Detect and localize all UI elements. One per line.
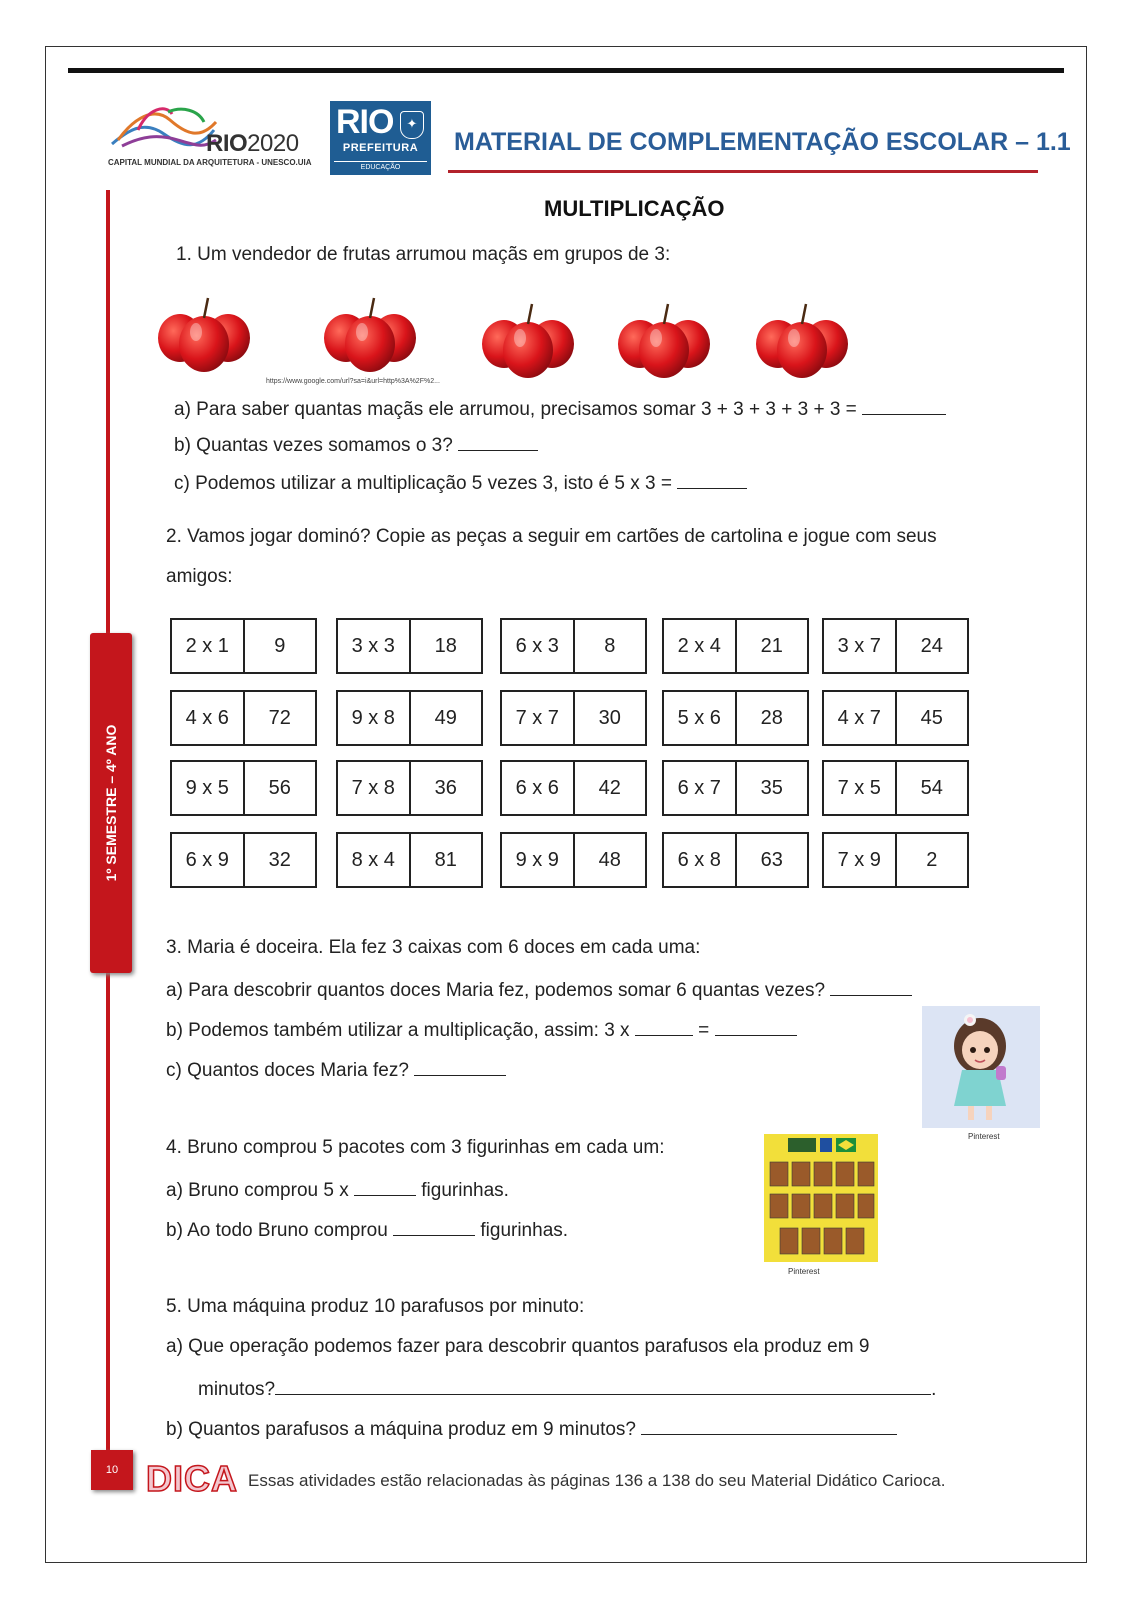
domino-piece [170,760,317,816]
domino-expression: 6 x 9 [172,834,245,886]
q3-item-b-text: b) Podemos também utilizar a multiplicação, assim: 3 x [166,1020,630,1041]
rio2020-logo [108,100,318,172]
domino-piece [500,690,647,746]
q3-item-a-text: a) Para descobrir quantos doces Maria fez, podemos somar 6 quantas vezes? [166,980,826,1001]
q1-item-b-text: b) Quantas vezes somamos o 3? [174,435,453,456]
page-title: MULTIPLICAÇÃO [544,196,725,221]
q4-item-b-suffix: figurinhas. [480,1220,569,1241]
image-source-url: https://www.google.com/url?sa=i&url=http%3A%2F%2... [266,378,440,385]
q1-statement: 1. Um vendedor de frutas arrumou maçãs em grupos de 3: [176,244,671,265]
domino-piece [170,690,317,746]
domino-piece [662,760,809,816]
domino-number: 30 [598,706,621,729]
q1-item-c-text: c) Podemos utilizar a multiplicação 5 vezes 3, isto é 5 x 3 = [174,473,672,494]
q4-item-a [166,1177,509,1202]
domino-number: 2 [926,848,938,871]
domino-piece [336,832,483,888]
answer-blank[interactable] [635,1017,693,1036]
domino-expression: 2 x 1 [172,620,245,672]
answer-blank[interactable] [354,1177,416,1196]
q5-item-b [166,1416,897,1441]
page-number: 10 [91,1450,133,1490]
domino-piece [662,832,809,888]
domino-number: 18 [434,634,457,657]
domino-piece [822,618,969,674]
domino-piece [822,832,969,888]
domino-piece [500,760,647,816]
equals-sign: = [698,1020,710,1041]
answer-blank[interactable] [862,396,946,415]
q5-item-a-line2-text: minutos? [198,1379,276,1400]
apple-group-image [754,298,850,382]
domino-expression: 7 x 7 [502,692,575,744]
answer-blank[interactable] [830,977,912,996]
domino-number: 24 [920,634,943,657]
domino-expression: 6 x 8 [664,834,737,886]
answer-blank[interactable] [677,470,747,489]
q4-item-b-text: b) Ao todo Bruno comprou [166,1220,388,1241]
q4-item-a-text: a) Bruno comprou 5 x [166,1180,349,1201]
answer-blank[interactable] [393,1217,475,1236]
dica-text: Essas atividades estão relacionadas às páginas 136 a 138 do seu Material Didático Carioca. [248,1471,946,1490]
domino-expression: 3 x 7 [824,620,897,672]
domino-expression: 6 x 7 [664,762,737,814]
domino-expression: 7 x 5 [824,762,897,814]
crest-icon: ✦ [400,111,424,139]
q2-statement-line1: 2. Vamos jogar dominó? Copie as peças a seguir em cartões de cartolina e jogue com seus [166,526,937,547]
domino-piece [336,760,483,816]
domino-expression: 4 x 7 [824,692,897,744]
period: . [931,1379,937,1400]
domino-number: 28 [760,706,783,729]
prefeitura-logo-rio: RIO [336,103,394,141]
answer-blank[interactable] [414,1057,506,1076]
domino-expression: 3 x 3 [338,620,411,672]
q5-item-a-line1: a) Que operação podemos fazer para descobrir quantos parafusos ela produz em 9 [166,1336,870,1357]
top-rule [68,68,1064,73]
q3-statement: 3. Maria é doceira. Ela fez 3 caixas com 6 doces em cada uma: [166,937,701,958]
domino-piece [822,760,969,816]
q4-item-b [166,1217,568,1242]
domino-number: 48 [598,848,621,871]
domino-expression: 6 x 3 [502,620,575,672]
rio2020-logo-caption: CAPITAL MUNDIAL DA ARQUITETURA - UNESCO.UIA [108,158,312,167]
domino-number: 36 [434,776,457,799]
domino-expression: 9 x 9 [502,834,575,886]
apple-group-image [322,292,418,376]
domino-expression: 7 x 9 [824,834,897,886]
q4-item-a-suffix: figurinhas. [421,1180,509,1201]
semester-tab [90,633,132,973]
domino-piece [170,832,317,888]
q3-item-b [166,1017,797,1042]
domino-expression: 4 x 6 [172,692,245,744]
domino-number: 32 [268,848,291,871]
domino-number: 63 [760,848,783,871]
domino-expression: 6 x 6 [502,762,575,814]
domino-expression: 2 x 4 [664,620,737,672]
apple-group-image [480,298,576,382]
domino-expression: 7 x 8 [338,762,411,814]
domino-number: 9 [274,634,286,657]
domino-piece [336,690,483,746]
q4-image-caption: Pinterest [788,1267,820,1276]
answer-blank[interactable] [641,1416,897,1435]
domino-piece [500,618,647,674]
rio2020-logo-rio: RIO [206,130,248,157]
domino-number: 81 [434,848,457,871]
q3-item-a [166,977,912,1002]
prefeitura-logo-educacao: EDUCAÇÃO [334,161,427,171]
q4-statement: 4. Bruno comprou 5 pacotes com 3 figurinhas em cada um: [166,1137,665,1158]
q3-item-c [166,1057,506,1082]
domino-number: 35 [760,776,783,799]
rio2020-logo-year: 2020 [247,130,299,157]
domino-expression: 9 x 5 [172,762,245,814]
domino-piece [170,618,317,674]
apple-group-image [616,298,712,382]
domino-number: 45 [920,706,943,729]
apple-group-image [156,292,252,376]
domino-number: 56 [268,776,291,799]
header-title: MATERIAL DE COMPLEMENTAÇÃO ESCOLAR – 1.1 [454,128,1071,156]
domino-expression: 9 x 8 [338,692,411,744]
domino-piece [822,690,969,746]
answer-blank[interactable] [715,1017,797,1036]
q5-statement: 5. Uma máquina produz 10 parafusos por minuto: [166,1296,585,1317]
q1-item-a [174,396,946,421]
dica-label: DICA [146,1458,238,1499]
semester-tab-label: 1º SEMESTRE – 4º ANO [103,724,119,882]
q5-item-a-line2 [198,1376,936,1401]
girl-illustration [922,1006,1040,1128]
header-underline [448,170,1038,173]
q5-item-b-text: b) Quantos parafusos a máquina produz em 9 minutos? [166,1419,636,1440]
domino-piece [500,832,647,888]
domino-expression: 5 x 6 [664,692,737,744]
rio2020-waves-graphic [108,100,218,156]
answer-blank[interactable] [458,432,538,451]
domino-number: 21 [760,634,783,657]
prefeitura-logo [330,101,431,175]
domino-number: 8 [604,634,616,657]
domino-piece [662,618,809,674]
domino-expression: 8 x 4 [338,834,411,886]
q1-item-c [174,470,747,495]
domino-piece [336,618,483,674]
domino-number: 42 [598,776,621,799]
sticker-album-illustration [764,1134,878,1262]
domino-number: 54 [920,776,943,799]
q1-item-a-text: a) Para saber quantas maçãs ele arrumou, precisamos somar 3 + 3 + 3 + 3 + 3 = [174,399,857,420]
domino-number: 49 [434,706,457,729]
domino-piece [662,690,809,746]
q3-item-c-text: c) Quantos doces Maria fez? [166,1060,409,1081]
q1-item-b [174,432,538,457]
prefeitura-logo-label: PREFEITURA [342,142,419,154]
domino-number: 72 [268,706,291,729]
q2-statement-line2: amigos: [166,566,233,587]
answer-blank[interactable] [275,1376,931,1395]
q3-image-caption: Pinterest [968,1132,1000,1141]
